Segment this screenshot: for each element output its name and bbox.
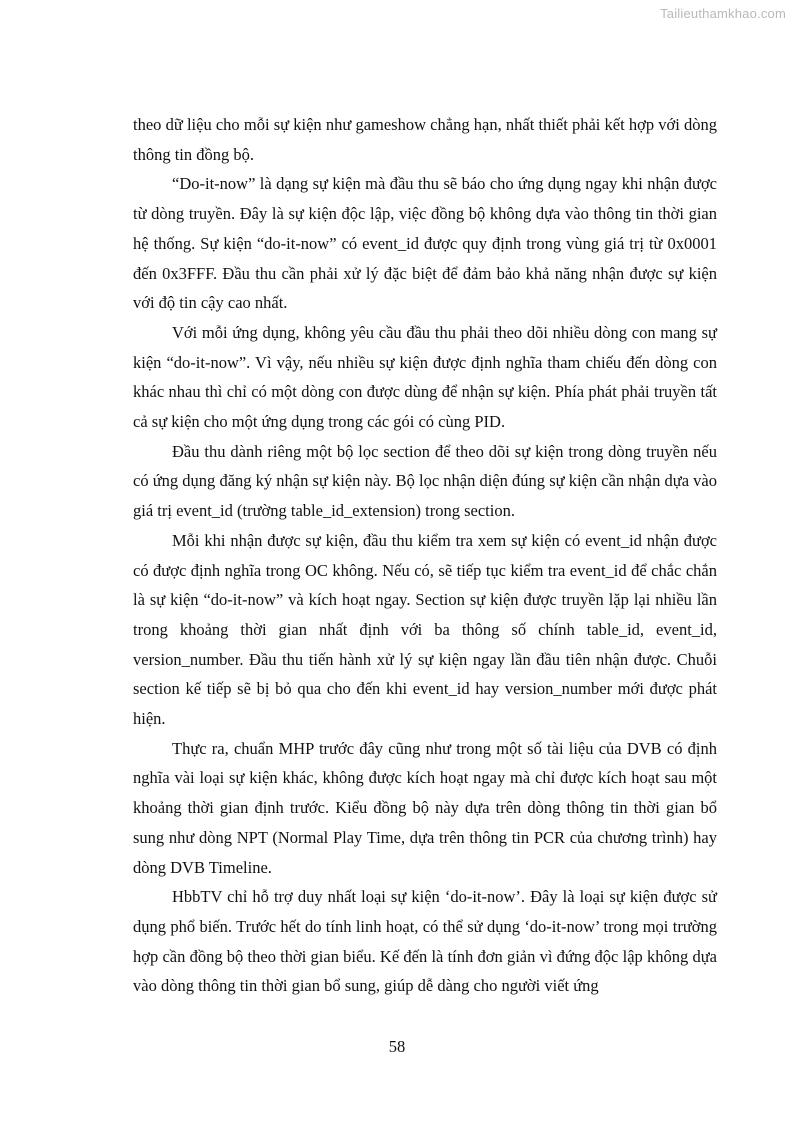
paragraph-1: theo dữ liệu cho mỗi sự kiện như gameshow chẳng hạn, nhất thiết phải kết hợp với dòng thông tin đồng bộ. [133, 115, 717, 164]
paragraph-2: “Do-it-now” là dạng sự kiện mà đầu thu sẽ báo cho ứng dụng ngay khi nhận được từ dòng truyền. Đây là sự kiện độc lập, việc đồng bộ không dựa vào thông tin thời gian hệ thống. Sự kiện “do-it-now” có event_id được quy định trong vùng giá trị từ 0x0001 đến 0x3FFF. Đầu thu cần phải xử lý đặc biệt để đảm bảo khả năng nhận được sự kiện với độ tin cậy cao nhất. [133, 174, 717, 313]
paragraph-4: Đầu thu dành riêng một bộ lọc section để theo dõi sự kiện trong dòng truyền nếu có ứng dụng đăng ký nhận sự kiện này. Bộ lọc nhận diện đúng sự kiện cần nhận dựa vào giá trị event_id (trường table_id_extension) trong section. [133, 441, 717, 521]
paragraph-5: Mỗi khi nhận được sự kiện, đầu thu kiểm tra xem sự kiện có event_id nhận được có được định nghĩa trong OC không. Nếu có, sẽ tiếp tục kiểm tra event_id để chắc chắn là sự kiện “do-it-now” và kích hoạt ngay. Section sự kiện được truyền lặp lại nhiều lần trong khoảng thời gian nhất định với ba thông số chính table_id, event_id, version_number. Đầu thu tiến hành xử lý sự kiện ngay lần đầu tiên nhận được. Chuỗi section kế tiếp sẽ bị bỏ qua cho đến khi event_id hay version_number mới được phát hiện. [133, 530, 717, 729]
page-number: 58 [388, 1037, 406, 1056]
paragraph-6: Thực ra, chuẩn MHP trước đây cũng như trong một số tài liệu của DVB có định nghĩa vài loại sự kiện khác, không được kích hoạt ngay mà chỉ được kích hoạt sau một khoảng thời gian định trước. Kiểu đồng bộ này dựa trên dòng thông tin thời gian bổ sung như dòng NPT (Normal Play Time, dựa trên thông tin PCR của chương trình) hay dòng DVB Timeline. [133, 738, 717, 877]
paragraph-7: HbbTV chỉ hỗ trợ duy nhất loại sự kiện ‘do-it-now’. Đây là loại sự kiện được sử dụng phổ biến. Trước hết do tính linh hoạt, có thể sử dụng ‘do-it-now’ trong mọi trường hợp cần đồng bộ theo thời gian biểu. Kế đến là tính đơn giản vì đứng độc lập không dựa vào dòng thông tin thời gian bổ sung, giúp dễ dàng cho người viết ứng [133, 887, 717, 996]
watermark-text: Tailieuthamkhao.com [660, 6, 786, 21]
document-body [133, 110, 717, 1001]
paragraph-3: Với mỗi ứng dụng, không yêu cầu đầu thu phải theo dõi nhiều dòng con mang sự kiện “do-it-now”. Vì vậy, nếu nhiều sự kiện được định nghĩa tham chiếu đến dòng con khác nhau thì chỉ có một dòng con được dùng để nhận sự kiện. Phía phát phải truyền tất cả sự kiện cho một ứng dụng trong các gói có cùng PID. [133, 322, 717, 432]
